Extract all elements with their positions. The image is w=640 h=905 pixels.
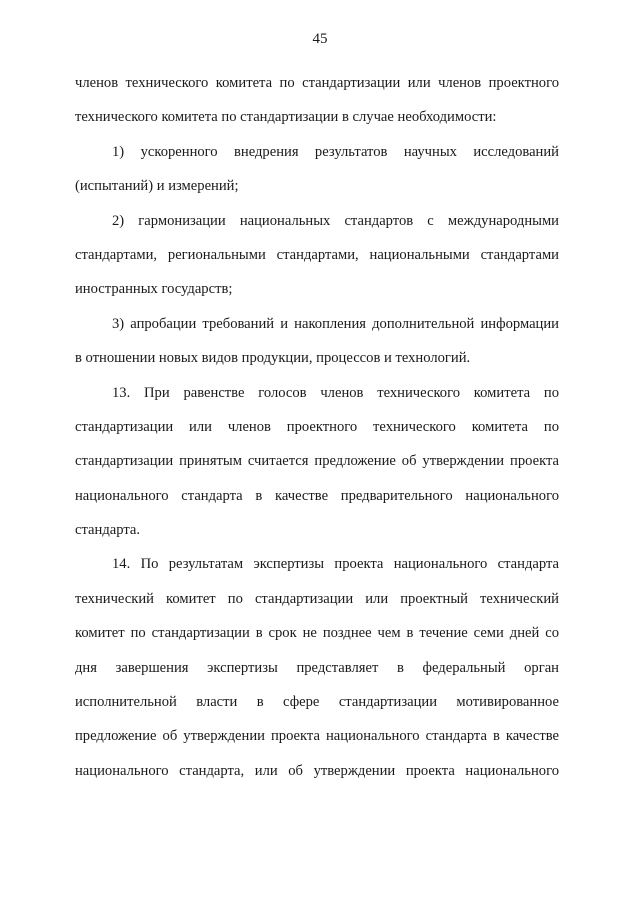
paragraph-14: 14. По результатам экспертизы проекта национального стандарта [112,556,559,573]
list-item-2: 2) гармонизации национальных стандартов с международными [112,212,559,229]
text-line: стандартизации принятым считается предложение об утверждении проекта [75,453,559,470]
document-body [75,66,559,788]
text-line: (испытаний) и измерений; [75,178,239,195]
paragraph-13: 13. При равенстве голосов членов технического комитета по [112,384,559,401]
text-line: комитет по стандартизации в срок не позднее чем в течение семи дней со [75,625,559,642]
text-line: национального стандарта, или об утверждении проекта национального [75,762,559,779]
text-line: технический комитет по стандартизации или проектный технический [75,590,559,607]
text-line: дня завершения экспертизы представляет в федеральный орган [75,659,559,676]
text-line: стандартами, региональными стандартами, национальными стандартами [75,246,559,263]
text-line: членов технического комитета по стандартизации или членов проектного [75,75,559,91]
page-number: 45 [312,31,328,47]
text-line: иностранных государств; [75,281,233,298]
list-item-3: 3) апробации требований и накопления дополнительной информации [112,315,559,332]
list-item-1: 1) ускоренного внедрения результатов научных исследований [112,143,559,160]
text-line: предложение об утверждении проекта национального стандарта в качестве [75,728,559,745]
text-line: технического комитета по стандартизации в случае необходимости: [75,109,497,126]
text-line: стандарта. [75,522,141,539]
text-line: исполнительной власти в сфере стандартизации мотивированное [75,694,559,711]
text-line: в отношении новых видов продукции, процессов и технологий. [75,350,471,367]
text-line: национального стандарта в качестве предварительного национального [75,487,559,504]
text-line: стандартизации или членов проектного технического комитета по [75,418,559,435]
